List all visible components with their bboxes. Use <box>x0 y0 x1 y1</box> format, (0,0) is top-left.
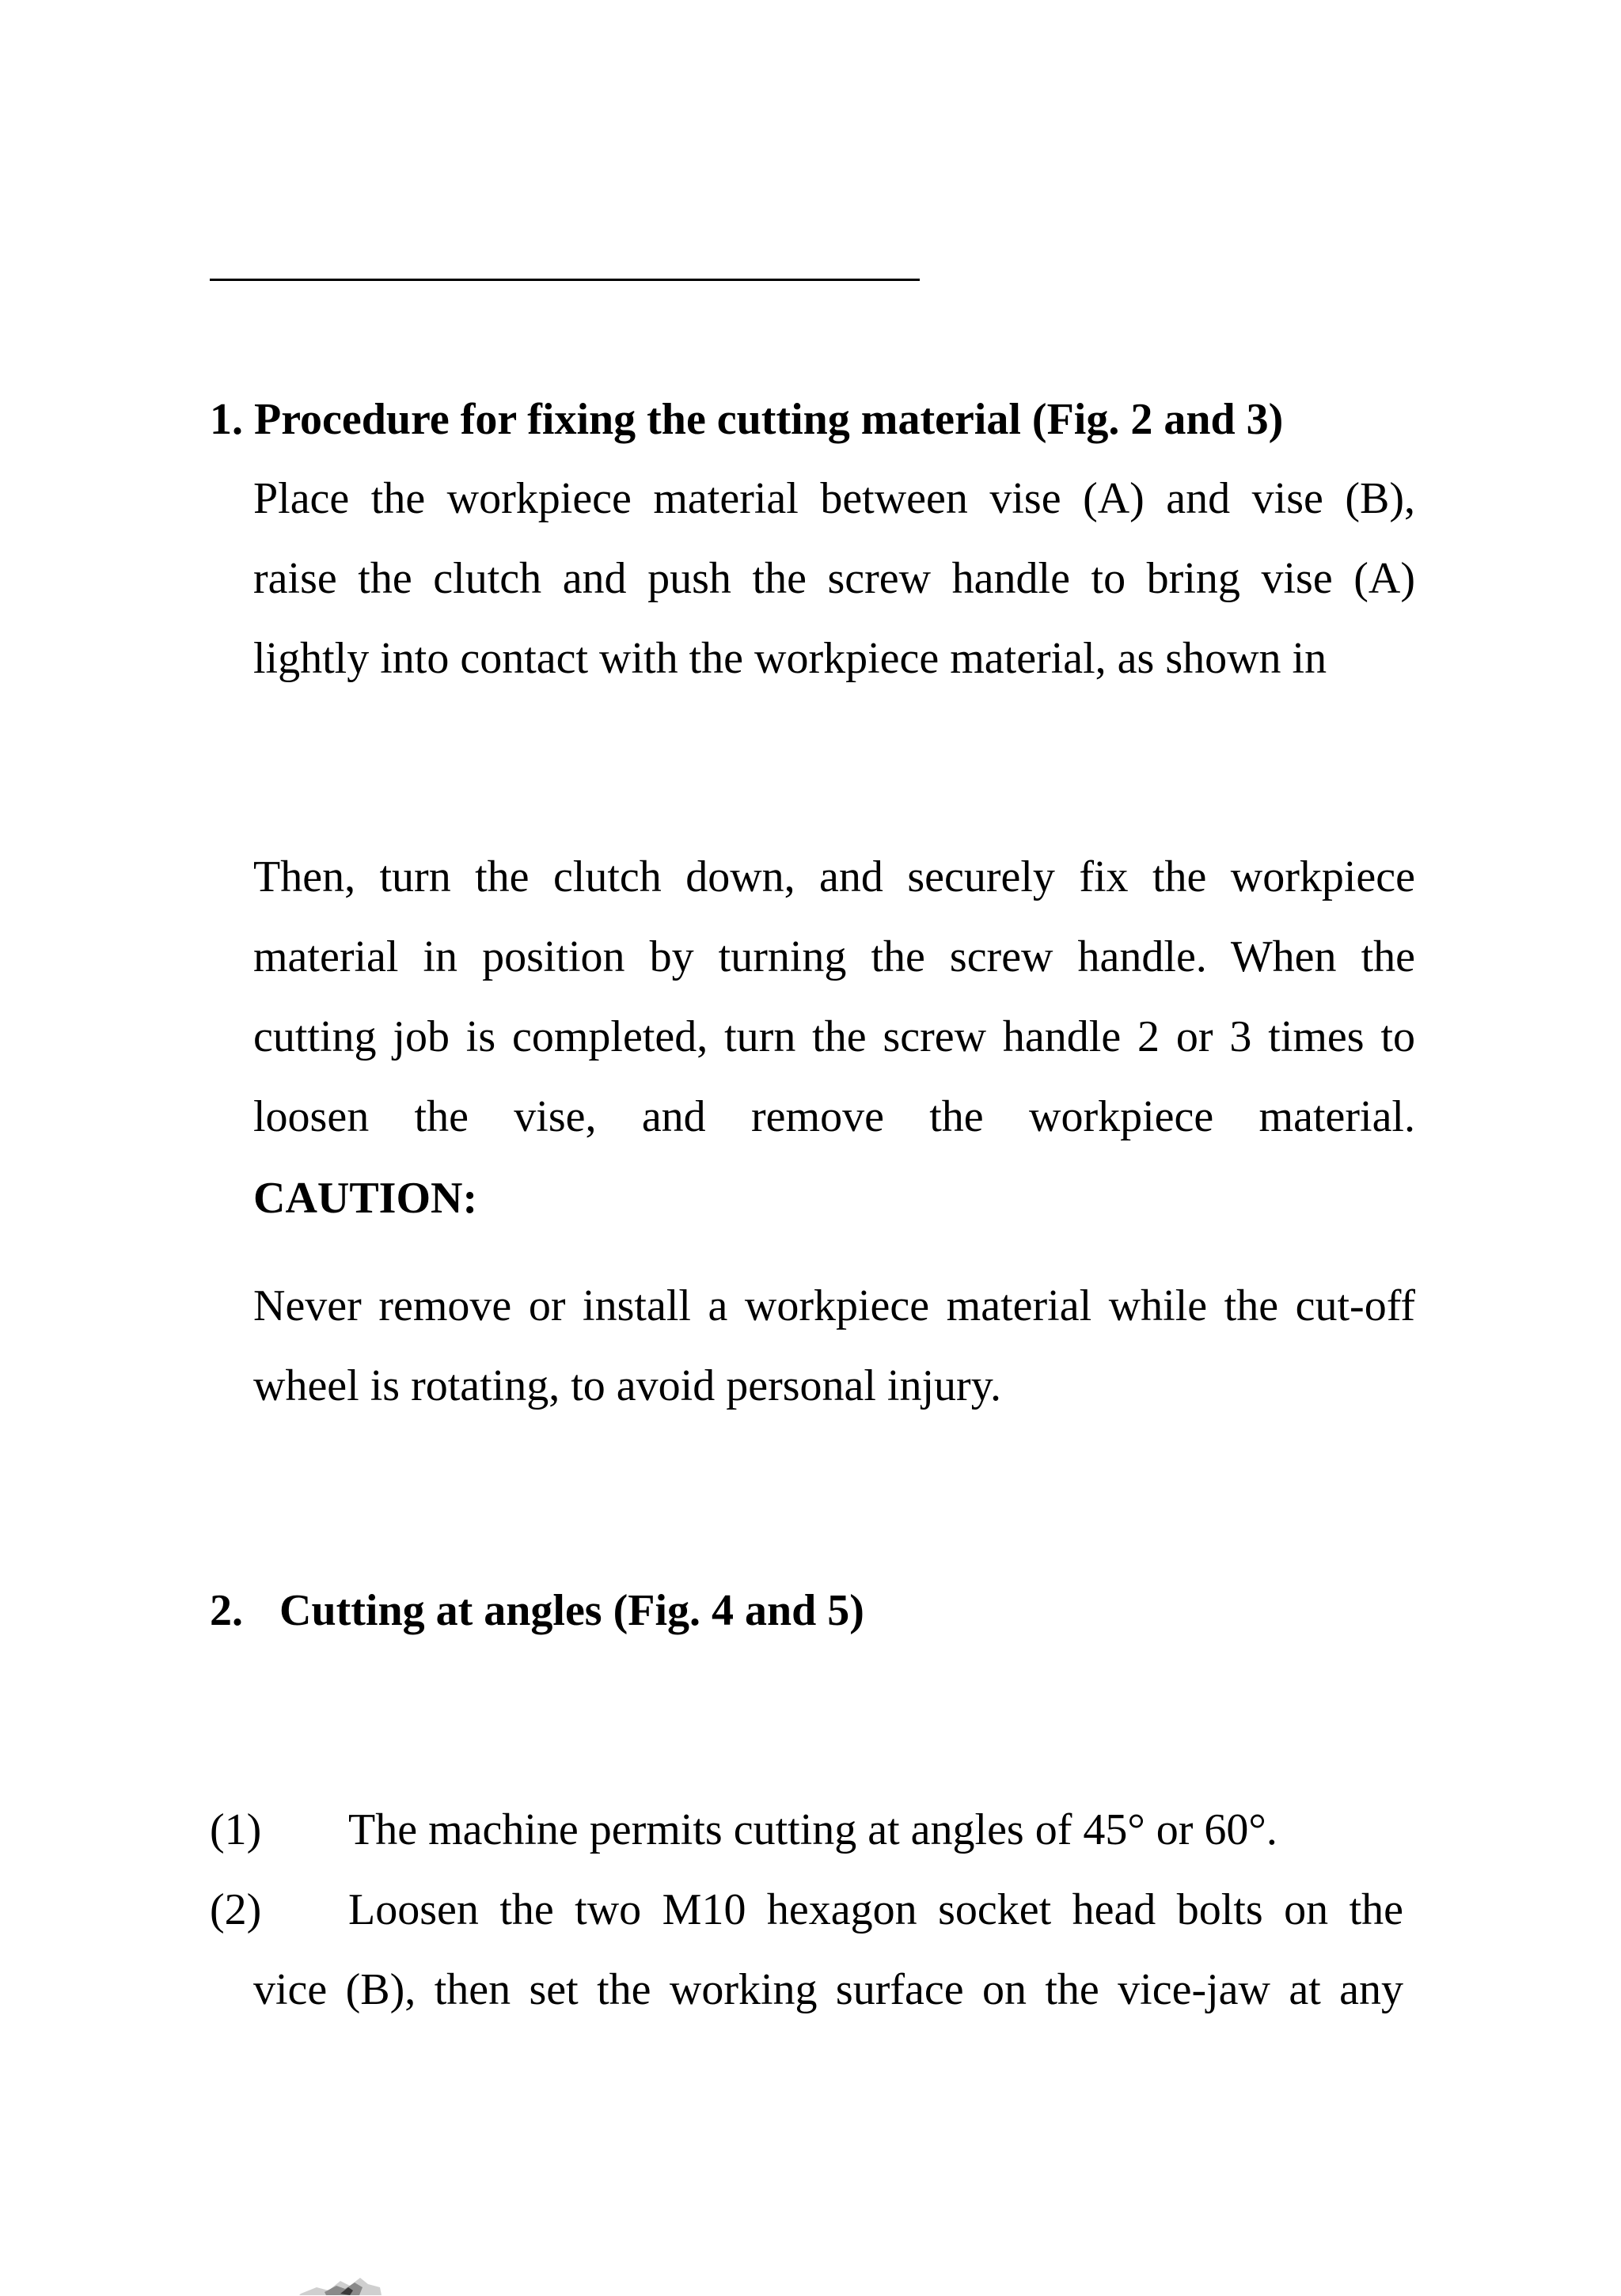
caution-text <box>253 1266 1415 1426</box>
header-rule <box>210 279 920 281</box>
section-1-title: Procedure for fixing the cutting material (Fig. 2 and 3) <box>254 395 1284 444</box>
list-item-1 <box>210 1790 1403 1870</box>
caution-label: CAUTION: <box>253 1174 478 1223</box>
section-1-paragraph-2 <box>253 837 1415 1157</box>
section-2-number: 2. <box>210 1586 243 1635</box>
list-item-text-continued: vice (B), then set the working surface on the vice-jaw at any <box>253 1965 1403 2014</box>
list-item-text: The machine permits cutting at angles of 45° or 60°. <box>348 1805 1277 1854</box>
list-item-text: Loosen the two M10 hexagon socket head bolts on the <box>348 1885 1403 1934</box>
paragraph-line: lightly into contact with the workpiece material, as shown in <box>253 634 1327 683</box>
paragraph-line: material in position by turning the screw handle. When the <box>253 932 1415 981</box>
section-1-paragraph-1 <box>253 459 1415 699</box>
paragraph-line: wheel is rotating, to avoid personal injury. <box>253 1361 1002 1410</box>
list-item-2 <box>210 1870 1403 2030</box>
section-2-heading <box>210 1571 864 1650</box>
section-1-number: 1. <box>210 395 243 444</box>
paragraph-line: Never remove or install a workpiece material while the cut-off <box>253 1281 1415 1330</box>
paragraph-line: loosen the vise, and remove the workpiece material. <box>253 1092 1415 1141</box>
paragraph-line: cutting job is completed, turn the screw handle 2 or 3 times to <box>253 1012 1415 1061</box>
paragraph-line: Place the workpiece material between vise (A) and vise (B), <box>253 474 1415 523</box>
list-item-marker: (1) <box>210 1805 262 1854</box>
paragraph-line: raise the clutch and push the screw handle to bring vise (A) <box>253 554 1415 603</box>
paragraph-line: Then, turn the clutch down, and securely fix the workpiece <box>253 852 1415 901</box>
figure-fragment-icon <box>293 2264 388 2295</box>
list-item-marker: (2) <box>210 1885 262 1934</box>
section-2-title: Cutting at angles (Fig. 4 and 5) <box>279 1586 864 1635</box>
section-1-heading <box>210 380 1283 459</box>
